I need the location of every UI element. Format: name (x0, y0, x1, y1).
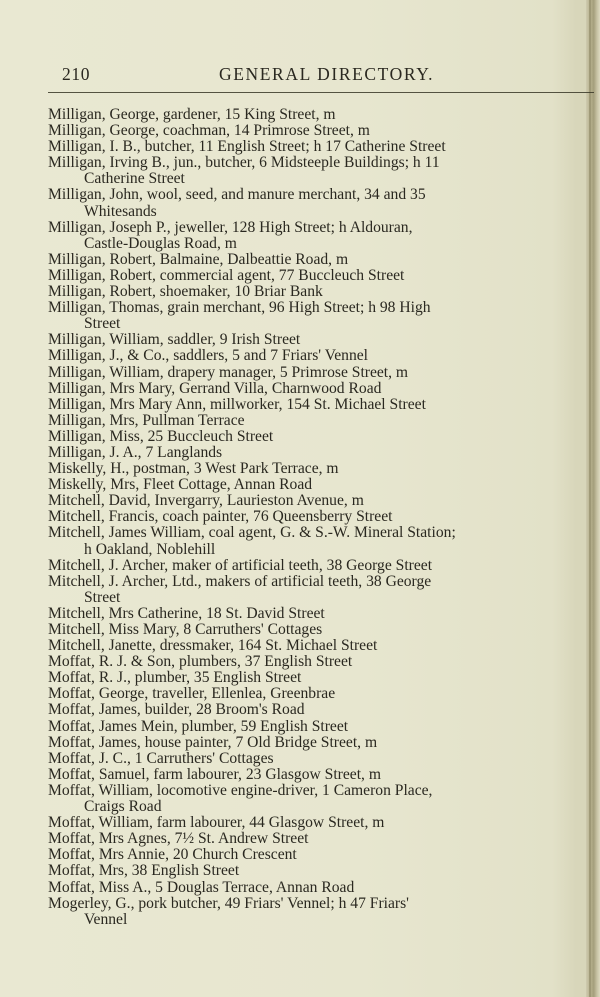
directory-entry (48, 783, 590, 815)
directory-entry (48, 622, 590, 638)
entry-line: Miskelly, H., postman, 3 West Park Terrace, m (48, 460, 339, 478)
directory-entry (48, 686, 590, 702)
directory-entry (48, 606, 590, 622)
directory-entry (48, 558, 590, 574)
entry-line: Milligan, J. A., 7 Langlands (48, 443, 223, 461)
entry-continuation-line: Catherine Street (84, 170, 185, 188)
directory-entry (48, 381, 590, 397)
entry-line: Milligan, Irving B., jun., butcher, 6 Midsteeple Buildings; h 11 (48, 154, 440, 172)
entry-line: Milligan, Robert, commercial agent, 77 Buccleuch Street (48, 266, 405, 284)
directory-entry (48, 767, 590, 783)
directory-entry (48, 719, 590, 735)
entry-line: Milligan, Miss, 25 Buccleuch Street (48, 427, 274, 445)
directory-entry (48, 638, 590, 654)
entry-line: Milligan, John, wool, seed, and manure merchant, 34 and 35 (48, 186, 426, 204)
entry-continuation-line: Street (84, 315, 121, 333)
directory-entry (48, 107, 590, 123)
entry-line: Mitchell, Miss Mary, 8 Carruthers' Cottages (48, 621, 323, 638)
entry-line: Moffat, J. C., 1 Carruthers' Cottages (48, 749, 274, 767)
directory-entry (48, 155, 590, 187)
directory-entry (48, 477, 590, 493)
entry-line: Moffat, James, builder, 28 Broom's Road (48, 701, 305, 719)
directory-entry (48, 815, 590, 831)
entry-line: Milligan, J., & Co., saddlers, 5 and 7 Friars' Vennel (48, 347, 368, 365)
entry-continuation-line: Castle-Douglas Road, m (84, 234, 237, 252)
directory-entry (48, 525, 590, 557)
entry-line: Milligan, George, coachman, 14 Primrose Street, m (48, 122, 370, 140)
entry-line: Mitchell, Francis, coach painter, 76 Queensberry Street (48, 508, 393, 526)
directory-entry (48, 670, 590, 686)
directory-entry (48, 284, 590, 300)
directory-entry (48, 397, 590, 413)
entry-line: Moffat, Mrs, 38 English Street (48, 862, 240, 880)
entry-line: Moffat, William, farm labourer, 44 Glasgow Street, m (48, 814, 385, 832)
entry-line: Moffat, Mrs Agnes, 7½ St. Andrew Street (48, 830, 309, 848)
entry-line: Milligan, Mrs, Pullman Terrace (48, 411, 245, 429)
directory-entry (48, 654, 590, 670)
page-number: 210 (62, 64, 91, 84)
directory-entry (48, 863, 590, 879)
directory-entry (48, 123, 590, 139)
directory-entry (48, 445, 590, 461)
entry-line: Milligan, Mrs Mary Ann, millworker, 154 St. Michael Street (48, 395, 426, 413)
page-header (62, 64, 590, 84)
entry-line: Milligan, I. B., butcher, 11 English Street; h 17 Catherine Street (48, 138, 446, 156)
directory-entry (48, 493, 590, 509)
directory-entry (48, 300, 590, 332)
header-rule (48, 92, 594, 93)
directory-entry (48, 880, 590, 896)
entry-continuation-line: Whitesands (84, 202, 157, 220)
entry-line: Mitchell, J. Archer, maker of artificial teeth, 38 George Street (48, 556, 433, 574)
entry-line: Milligan, Thomas, grain merchant, 96 High Street; h 98 High (48, 299, 431, 317)
directory-entry (48, 429, 590, 445)
directory-entry (48, 735, 590, 751)
entry-line: Mogerley, G., pork butcher, 49 Friars' Vennel; h 47 Friars' (48, 894, 409, 912)
directory-entry (48, 332, 590, 348)
entry-line: Mitchell, Janette, dressmaker, 164 St. Michael Street (48, 637, 378, 655)
entry-line: Mitchell, Mrs Catherine, 18 St. David Street (48, 604, 325, 622)
directory-entry (48, 751, 590, 767)
directory-entry (48, 252, 590, 268)
directory-entry (48, 831, 590, 847)
directory-entry (48, 348, 590, 364)
directory-entry (48, 509, 590, 525)
entry-line: Mitchell, David, Invergarry, Laurieston Avenue, m (48, 492, 364, 510)
entry-line: Milligan, Robert, shoemaker, 10 Briar Bank (48, 283, 323, 301)
entry-continuation-line: Vennel (84, 910, 128, 928)
entry-line: Moffat, James Mein, plumber, 59 English Street (48, 717, 349, 735)
directory-entry (48, 461, 590, 477)
directory-entry (48, 413, 590, 429)
running-title: GENERAL DIRECTORY. (219, 64, 435, 84)
entry-continuation-line: Craigs Road (84, 798, 162, 816)
entry-line: Moffat, Samuel, farm labourer, 23 Glasgow Street, m (48, 765, 381, 783)
entry-line: Milligan, Robert, Balmaine, Dalbeattie Road, m (48, 250, 349, 268)
entry-line: Milligan, Mrs Mary, Gerrand Villa, Charnwood Road (48, 379, 382, 397)
directory-entry (48, 139, 590, 155)
entry-line: Moffat, R. J., plumber, 35 English Street (48, 669, 302, 687)
entry-line: Moffat, Mrs Annie, 20 Church Crescent (48, 846, 297, 864)
entry-line: Mitchell, J. Archer, Ltd., makers of artificial teeth, 38 George (48, 572, 432, 590)
entry-line: Milligan, William, saddler, 9 Irish Street (48, 331, 301, 349)
directory-entry (48, 702, 590, 718)
entry-continuation-line: Street (84, 588, 121, 606)
directory-entry (48, 896, 590, 928)
directory-entry (48, 268, 590, 284)
directory-entries (48, 107, 590, 928)
directory-entry (48, 574, 590, 606)
entry-line: Moffat, R. J. & Son, plumbers, 37 English Street (48, 653, 353, 671)
entry-line: Miskelly, Mrs, Fleet Cottage, Annan Road (48, 476, 313, 494)
entry-line: Milligan, George, gardener, 15 King Street, m (48, 106, 336, 123)
directory-entry (48, 847, 590, 863)
entry-line: Moffat, George, traveller, Ellenlea, Greenbrae (48, 685, 336, 703)
entry-line: Milligan, Joseph P., jeweller, 128 High Street; h Aldouran, (48, 218, 413, 236)
entry-line: Moffat, Miss A., 5 Douglas Terrace, Annan Road (48, 878, 355, 896)
entry-line: Mitchell, James William, coal agent, G. & S.-W. Mineral Station; (48, 524, 456, 542)
directory-entry (48, 220, 590, 252)
entry-line: Moffat, William, locomotive engine-driver, 1 Cameron Place, (48, 781, 433, 799)
directory-entry (48, 187, 590, 219)
entry-continuation-line: h Oakland, Noblehill (84, 540, 216, 558)
directory-entry (48, 365, 590, 381)
entry-line: Moffat, James, house painter, 7 Old Bridge Street, m (48, 733, 378, 751)
entry-line: Milligan, William, drapery manager, 5 Primrose Street, m (48, 363, 409, 381)
